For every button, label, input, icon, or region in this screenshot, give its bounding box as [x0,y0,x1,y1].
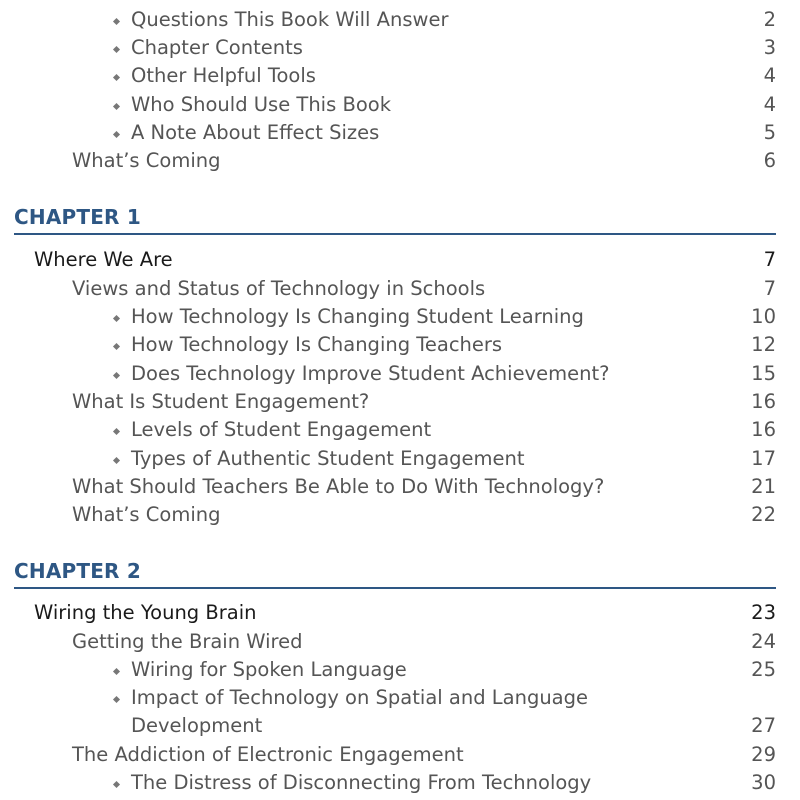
toc-entry[interactable] [0,501,800,529]
chapter-rule [14,587,776,589]
toc-entry-page: 10 [751,305,776,328]
toc-entry-title: Questions This Book Will Answer [131,8,449,31]
toc-entry-page: 22 [751,503,776,526]
toc-entry-title: The Distress of Disconnecting From Technology [131,771,592,794]
toc-entry-title: Types of Authentic Student Engagement [131,447,525,470]
toc-entry[interactable] [0,6,800,34]
toc-entry-title: How Technology Is Changing Student Learning [131,305,584,328]
diamond-bullet-icon [113,46,120,53]
toc-entry-page: 23 [751,601,776,624]
toc-entry-page: 12 [751,333,776,356]
diamond-bullet-icon [113,457,120,464]
toc-entry-page: 4 [763,93,776,116]
toc-entry-title: Views and Status of Technology in Schools [72,277,486,300]
toc-entry-title: Levels of Student Engagement [131,418,432,441]
toc-entry[interactable] [0,360,800,388]
toc-entry[interactable] [0,119,800,147]
diamond-bullet-icon [113,103,120,110]
toc-entry-title: Chapter Contents [131,36,303,59]
toc-entry-title: The Addiction of Electronic Engagement [72,743,464,766]
toc-entry[interactable] [0,91,800,119]
chapter-heading: CHAPTER 2 [14,559,141,583]
toc-entry[interactable] [0,741,800,769]
toc-entry[interactable] [0,388,800,416]
diamond-bullet-icon [113,18,120,25]
toc-entry[interactable] [0,275,800,303]
diamond-bullet-icon [113,696,120,703]
chapter-heading: CHAPTER 1 [14,205,141,229]
diamond-bullet-icon [113,781,120,788]
diamond-bullet-icon [113,372,120,379]
toc-entry-page: 15 [751,362,776,385]
toc-entry-title: Impact of Technology on Spatial and Language [131,686,589,709]
toc-entry[interactable] [0,34,800,62]
toc-entry[interactable] [0,331,800,359]
toc-entry-page: 2 [763,8,776,31]
toc-entry[interactable] [0,62,800,90]
toc-entry-title: How Technology Is Changing Teachers [131,333,503,356]
toc-entry-page: 17 [751,447,776,470]
toc-entry-title: Other Helpful Tools [131,64,316,87]
toc-entry[interactable] [0,599,800,627]
toc-entry[interactable] [0,473,800,501]
toc-entry-title: What’s Coming [72,503,221,526]
toc-entry-page: 16 [751,390,776,413]
diamond-bullet-icon [113,343,120,350]
toc-entry-title: Wiring the Young Brain [34,601,257,624]
toc-entry-title: Who Should Use This Book [131,93,391,116]
toc-entry-title: What Is Student Engagement? [72,390,370,413]
toc-entry[interactable] [0,628,800,656]
toc-entry-page: 7 [763,248,776,271]
diamond-bullet-icon [113,74,120,81]
toc-entry-title: Where We Are [34,248,173,271]
chapter-rule [14,233,776,235]
toc-entry[interactable] [0,684,800,712]
diamond-bullet-icon [113,315,120,322]
toc-entry-page: 4 [763,64,776,87]
toc-entry[interactable] [0,656,800,684]
diamond-bullet-icon [113,428,120,435]
toc-entry-title: Does Technology Improve Student Achievement? [131,362,610,385]
toc-entry-page: 25 [751,658,776,681]
toc-entry-continuation[interactable] [0,712,800,740]
toc-entry[interactable] [0,303,800,331]
toc-entry-page: 29 [751,743,776,766]
toc-entry-title: A Note About Effect Sizes [131,121,380,144]
toc-entry-title: Wiring for Spoken Language [131,658,407,681]
toc-entry-title: Getting the Brain Wired [72,630,303,653]
toc-entry-page: 5 [763,121,776,144]
toc-entry[interactable] [0,769,800,797]
toc-entry[interactable] [0,246,800,274]
toc-entry-page: 27 [751,714,776,737]
toc-entry-title: What’s Coming [72,149,221,172]
toc-entry[interactable] [0,445,800,473]
toc-entry-page: 7 [763,277,776,300]
diamond-bullet-icon [113,131,120,138]
toc-entry[interactable] [0,147,800,175]
toc-entry-title: What Should Teachers Be Able to Do With Technology? [72,475,605,498]
toc-entry-title: Development [131,714,263,737]
diamond-bullet-icon [113,668,120,675]
toc-entry[interactable] [0,416,800,444]
toc-entry-page: 30 [751,771,776,794]
toc-entry-page: 21 [751,475,776,498]
toc-entry-page: 16 [751,418,776,441]
toc-entry-page: 6 [763,149,776,172]
toc-entry-page: 24 [751,630,776,653]
toc-entry-page: 3 [763,36,776,59]
